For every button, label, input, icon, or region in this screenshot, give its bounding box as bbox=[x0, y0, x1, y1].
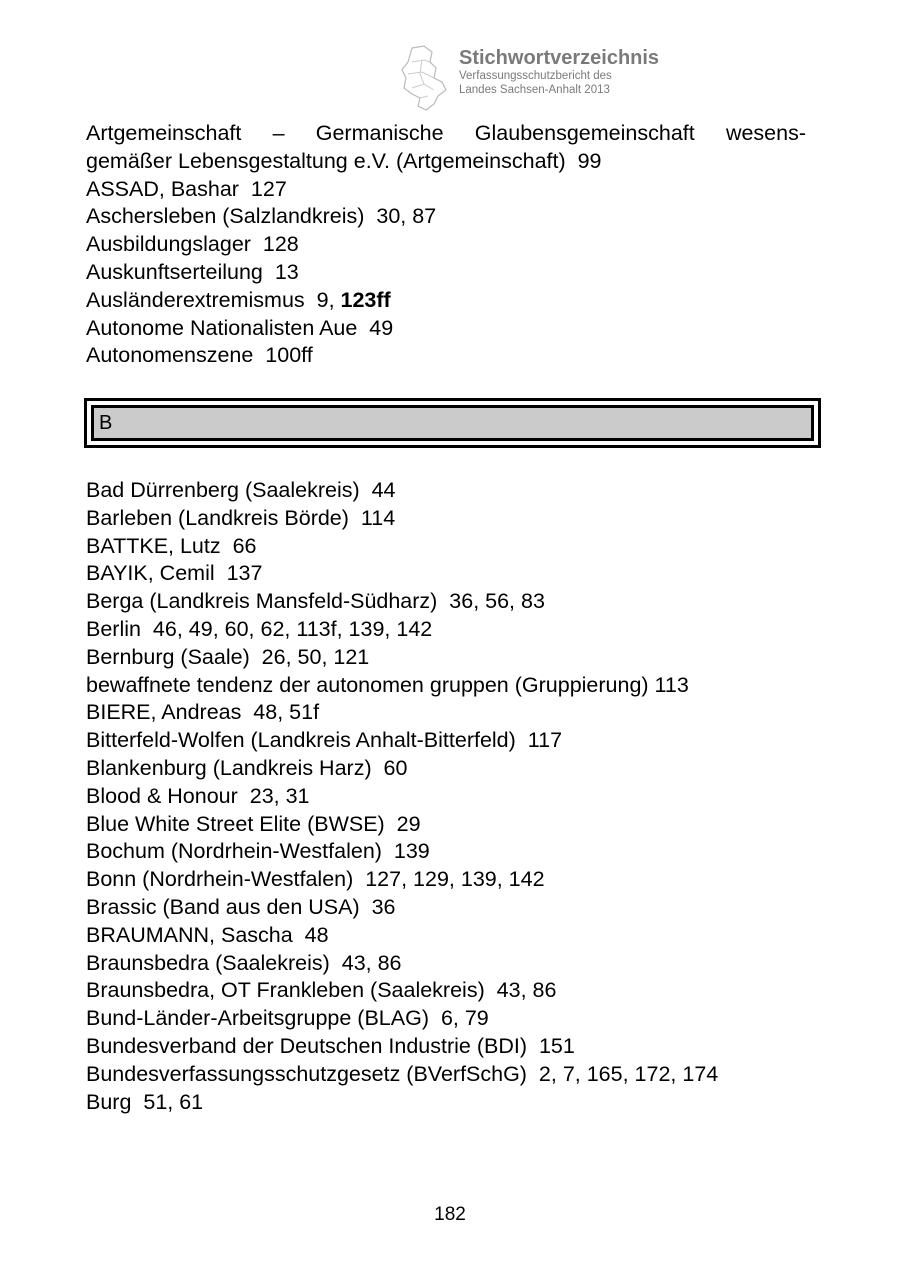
sachsen-anhalt-map-logo bbox=[398, 44, 454, 112]
index-entry: BAYIK, Cemil 137 bbox=[86, 561, 263, 586]
index-entry: bewaffnete tendenz der autonomen gruppen (Gruppierung) 113 bbox=[86, 672, 689, 697]
index-entry: Braunsbedra, OT Frankleben (Saalekreis) 43, 86 bbox=[86, 978, 557, 1003]
index-entry: Berga (Landkreis Mansfeld-Südharz) 36, 56, 83 bbox=[86, 589, 545, 614]
index-entry: Ausbildungslager 128 bbox=[86, 232, 299, 257]
index-entry: Berlin 46, 49, 60, 62, 113f, 139, 142 bbox=[86, 616, 433, 641]
entry-bold-page: 123ff bbox=[340, 287, 391, 312]
header-title: Stichwortverzeichnis bbox=[459, 47, 660, 69]
index-entry: Bundesverband der Deutschen Industrie (BDI) 151 bbox=[86, 1033, 575, 1058]
index-entry: Bonn (Nordrhein-Westfalen) 127, 129, 139, 142 bbox=[86, 867, 545, 892]
index-entry: Bund-Länder-Arbeitsgruppe (BLAG) 6, 79 bbox=[86, 1006, 489, 1031]
index-entry bbox=[86, 287, 806, 315]
index-entry: Bad Dürrenberg (Saalekreis) 44 bbox=[86, 478, 396, 502]
index-entry: Artgemeinschaft – Germanische Glaubensgemeinschaft wesens- bbox=[86, 121, 806, 145]
index-entry: Barleben (Landkreis Börde) 114 bbox=[86, 505, 396, 530]
index-entry: Autonome Nationalisten Aue 49 bbox=[86, 315, 394, 340]
index-entry: Blood & Honour 23, 31 bbox=[86, 783, 310, 808]
index-entry: Blankenburg (Landkreis Harz) 60 bbox=[86, 755, 408, 780]
section-letter: B bbox=[91, 405, 814, 441]
page-header bbox=[398, 44, 698, 114]
index-entry: Auskunftserteilung 13 bbox=[86, 259, 299, 284]
page-number: 182 bbox=[434, 1204, 466, 1225]
index-entry: Aschersleben (Salzlandkreis) 30, 87 bbox=[86, 204, 437, 229]
index-entry: Blue White Street Elite (BWSE) 29 bbox=[86, 811, 421, 836]
index-entry: Bundesverfassungsschutzgesetz (BVerfSchG) 2, 7, 165, 172, 174 bbox=[86, 1061, 719, 1086]
header-subtitle: Verfassungsschutzbericht des bbox=[459, 70, 612, 82]
index-entries-b bbox=[86, 477, 806, 1116]
entry-text: Ausländerextremismus 9, bbox=[86, 287, 341, 312]
index-entry: gemäßer Lebensgestaltung e.V. (Artgemeinschaft) 99 bbox=[86, 148, 602, 173]
index-entry: Brassic (Band aus den USA) 36 bbox=[86, 894, 396, 919]
index-entry: Bochum (Nordrhein-Westfalen) 139 bbox=[86, 839, 430, 864]
header-subtitle: Landes Sachsen-Anhalt 2013 bbox=[459, 84, 610, 96]
index-entry: BIERE, Andreas 48, 51f bbox=[86, 700, 320, 725]
index-entry: BATTKE, Lutz 66 bbox=[86, 533, 257, 558]
index-entry: Braunsbedra (Saalekreis) 43, 86 bbox=[86, 950, 402, 975]
index-entries-a bbox=[86, 120, 806, 370]
index-entry: Bernburg (Saale) 26, 50, 121 bbox=[86, 644, 370, 669]
index-entry: Bitterfeld-Wolfen (Landkreis Anhalt-Bitterfeld) 117 bbox=[86, 728, 563, 753]
section-header-b bbox=[84, 398, 821, 448]
index-entry: ASSAD, Bashar 127 bbox=[86, 176, 287, 201]
index-entry: BRAUMANN, Sascha 48 bbox=[86, 922, 329, 947]
index-entry: Burg 51, 61 bbox=[86, 1089, 204, 1114]
index-entry: Autonomenszene 100ff bbox=[86, 343, 313, 368]
